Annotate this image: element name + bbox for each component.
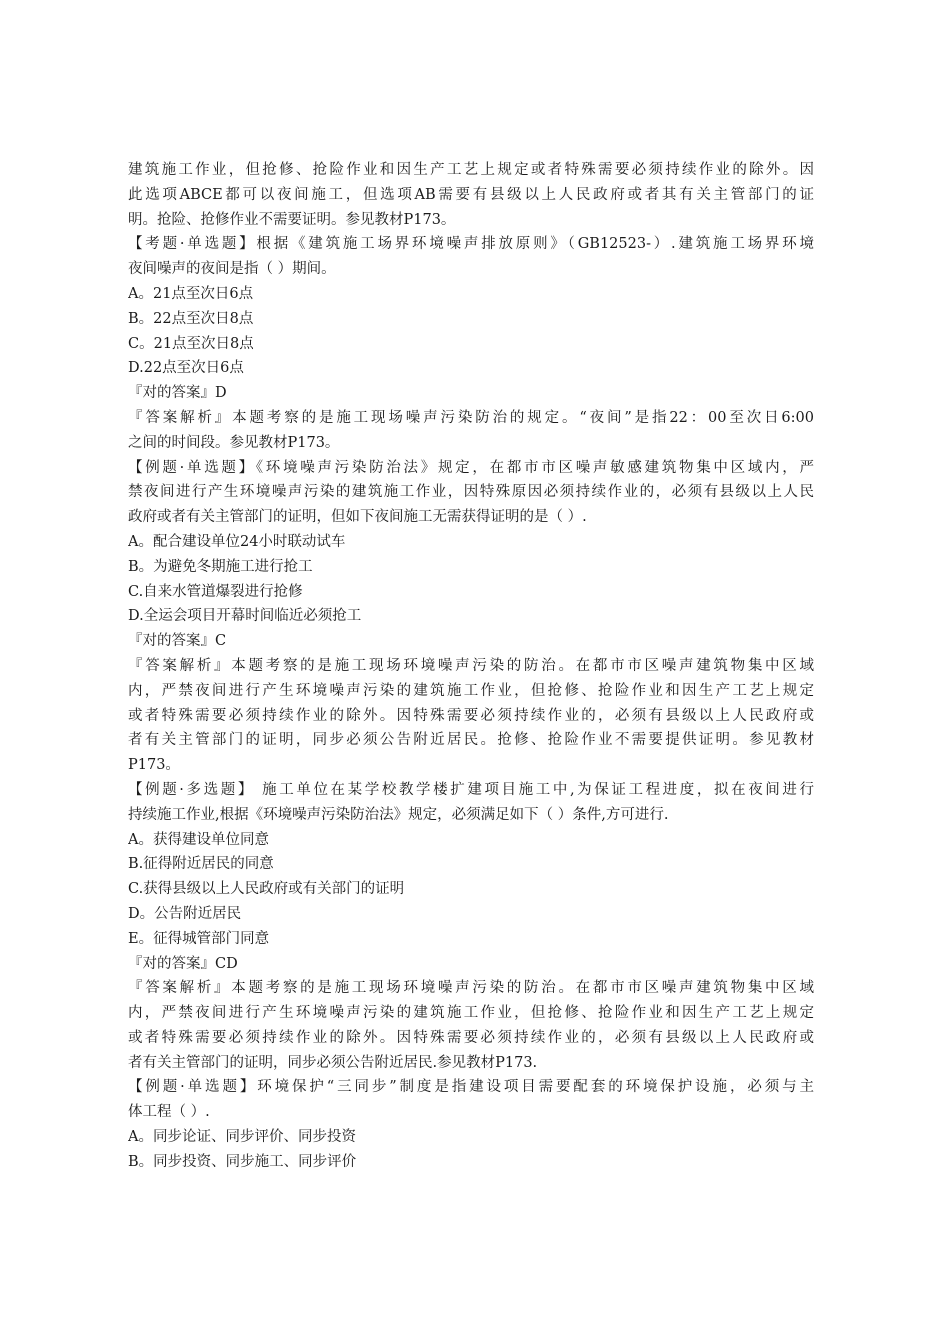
text-line: 体工程（ ）. xyxy=(128,1104,210,1121)
text-line: 『答案解析』本题考察的是施工现场环境噪声污染的防治。在都市市区噪声建筑物集中区域 xyxy=(128,657,814,674)
text-line: 此选项ABCE都可以夜间施工，但选项AB需要有县级以上人民政府或者其有关主管部门的证 xyxy=(128,186,814,203)
document-page xyxy=(128,158,814,1175)
text-line: B。为避免冬期施工进行抢工 xyxy=(128,558,313,575)
text-line: B。22点至次日8点 xyxy=(128,310,254,327)
text-line: P173。 xyxy=(128,757,180,774)
text-line: 【例题·单选题】环境保护“三同步”制度是指建设项目需要配套的环境保护设施，必须与主 xyxy=(128,1079,814,1096)
text-line: A。配合建设单位24小时联动试车 xyxy=(128,533,346,550)
text-line: 内，严禁夜间进行产生环境噪声污染的建筑施工作业，但抢修、抢险作业和因生产工艺上规定 xyxy=(128,682,814,699)
text-line: B。同步投资、同步施工、同步评价 xyxy=(128,1153,357,1170)
text-line: 或者特殊需要必须持续作业的除外。因特殊需要必须持续作业的，必须有县级以上人民政府或 xyxy=(128,1029,814,1046)
text-line: 者有关主管部门的证明，同步必须公告附近居民.参见教材P173. xyxy=(128,1054,538,1071)
text-line: 政府或者有关主管部门的证明，但如下夜间施工无需获得证明的是（ ）. xyxy=(128,509,587,526)
text-line: C.获得县级以上人民政府或有关部门的证明 xyxy=(128,881,405,898)
text-line: 建筑施工作业，但抢修、抢险作业和因生产工艺上规定或者特殊需要必须持续作业的除外。因 xyxy=(128,162,814,178)
text-line: 内，严禁夜间进行产生环境噪声污染的建筑施工作业，但抢修、抢险作业和因生产工艺上规定 xyxy=(128,1005,814,1022)
text-line: 禁夜间进行产生环境噪声污染的建筑施工作业，因特殊原因必须持续作业的，必须有县级以上人民 xyxy=(128,484,814,501)
text-line: A。获得建设单位同意 xyxy=(128,831,269,848)
text-line: 『对的答案』C xyxy=(128,633,227,650)
text-line: C。21点至次日8点 xyxy=(128,335,254,352)
text-line: D.全运会项目开幕时间临近必须抢工 xyxy=(128,608,362,625)
text-line: A。同步论证、同步评价、同步投资 xyxy=(128,1129,356,1146)
text-line: 『对的答案』CD xyxy=(128,955,238,972)
text-line: B.征得附近居民的同意 xyxy=(128,856,274,873)
text-line: 『答案解析』本题考察的是施工现场环境噪声污染的防治。在都市市区噪声建筑物集中区域 xyxy=(128,980,814,997)
text-line: 【考题·单选题】根据《建筑施工场界环境噪声排放原则》（GB12523-）.建筑施工场界环境 xyxy=(128,236,814,253)
text-line: 『答案解析』本题考察的是施工现场噪声污染防治的规定。“夜间”是指22：00至次日6:00 xyxy=(128,409,814,426)
text-line: 之间的时间段。参见教材P173。 xyxy=(128,434,340,451)
text-line: 【例题·多选题】 施工单位在某学校教学楼扩建项目施工中,为保证工程进度，拟在夜间进行 xyxy=(128,781,814,798)
text-line: 持续施工作业,根据《环境噪声污染防治法》规定，必须满足如下（ ）条件,方可进行. xyxy=(128,806,669,823)
text-line: 者有关主管部门的证明，同步必须公告附近居民。抢修、抢险作业不需要提供证明。参见教材 xyxy=(128,732,814,749)
text-line: 明。抢险、抢修作业不需要证明。参见教材P173。 xyxy=(128,211,456,228)
text-line: C.自来水管道爆裂进行抢修 xyxy=(128,583,303,600)
text-line: 或者特殊需要必须持续作业的除外。因特殊需要必须持续作业的，必须有县级以上人民政府或 xyxy=(128,707,814,724)
text-line: 『对的答案』D xyxy=(128,385,227,402)
text-line: A。21点至次日6点 xyxy=(128,285,254,302)
text-line: D.22点至次日6点 xyxy=(128,360,244,377)
text-line: 【例题·单选题】《环境噪声污染防治法》规定，在都市市区噪声敏感建筑物集中区域内，严 xyxy=(128,459,814,476)
text-line: 夜间噪声的夜间是指（ ）期间。 xyxy=(128,261,336,278)
text-line: D。公告附近居民 xyxy=(128,905,242,922)
text-line: E。征得城管部门同意 xyxy=(128,930,270,947)
